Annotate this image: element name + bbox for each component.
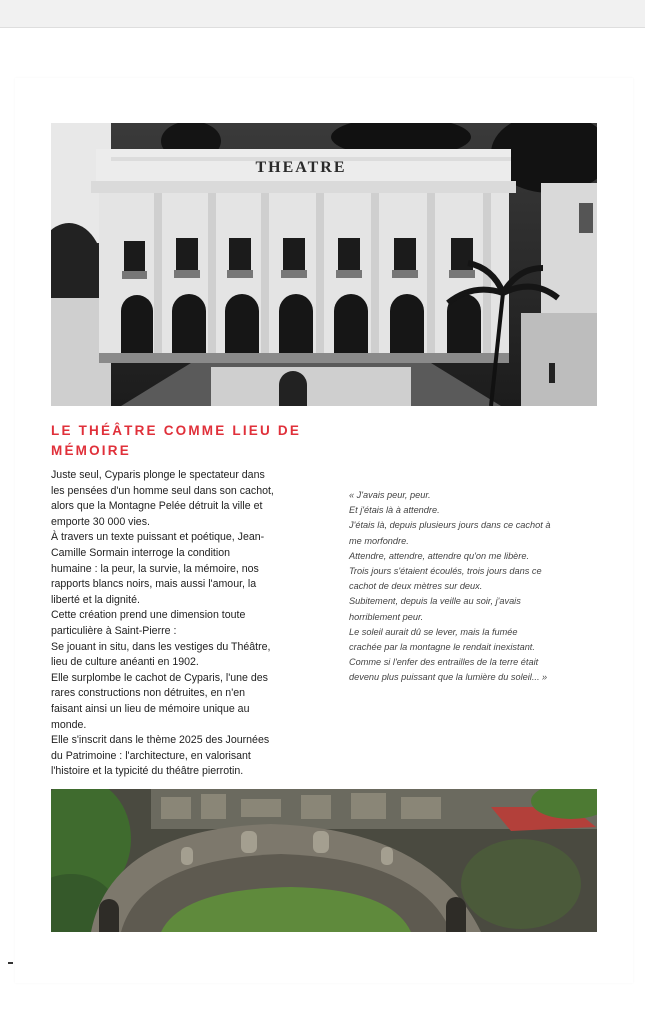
body-line: particulière à Saint-Pierre : — [51, 624, 177, 637]
theatre-facade-photo — [51, 123, 597, 406]
quote-line: Le soleil aurait dû se lever, mais la fumée — [349, 626, 518, 637]
browser-top-bar — [0, 0, 645, 28]
quote-line: crachée par la montagne le rendait inexistant. — [349, 642, 535, 653]
theatre-ruins-photo — [51, 789, 597, 932]
quote-line: Comme si l'enfer des entrailles de la terre était — [349, 657, 539, 668]
body-line: rares constructions non détruites, en n'en — [51, 687, 245, 700]
quote-line: « J'avais peur, peur. — [349, 490, 431, 500]
body-line: les pensées d'un homme seul dans son cachot, — [51, 484, 274, 497]
body-line: humaine : la peur, la survie, la mémoire, nos — [51, 562, 259, 575]
quote-line: Subitement, depuis la veille au soir, j'avais — [349, 596, 521, 607]
body-line: liberté et la dignité. — [51, 593, 140, 606]
body-text — [51, 468, 313, 780]
quote-line: Attendre, attendre, attendre qu'on me libère. — [349, 550, 530, 561]
body-line: Juste seul, Cyparis plonge le spectateur dans — [51, 469, 265, 481]
quote-line: J'étais là, depuis plusieurs jours dans ce cachot à — [349, 520, 551, 531]
body-line: l'histoire et la typicité du théâtre pierrotin. — [51, 765, 244, 778]
body-line: À travers un texte puissant et poétique, Jean- — [51, 531, 265, 544]
heading-line-1: LE THÉÂTRE COMME LIEU DE — [51, 423, 302, 438]
quote-line: Trois jours s'étaient écoulés, trois jours dans ce — [349, 566, 542, 577]
section-heading — [51, 421, 331, 461]
body-line: Cette création prend une dimension toute — [51, 609, 246, 622]
body-line: du Patrimoine : l'architecture, en valorisant — [51, 749, 251, 762]
quote-line: me morfondre. — [349, 535, 409, 546]
quote-line: devenu plus puissant que la lumière du soleil... » — [349, 672, 548, 683]
body-line: lieu de culture anéanti en 1902. — [51, 656, 199, 669]
quote-line: Et j'étais là à attendre. — [349, 505, 440, 516]
body-line: rapports blancs noirs, mais aussi l'amour, la — [51, 578, 257, 591]
theatre-sign: THEATRE — [255, 159, 347, 176]
quote-line: cachot de deux mètres sur deux. — [349, 581, 483, 592]
body-line: emporte 30 000 vies. — [51, 515, 150, 528]
body-line: monde. — [51, 718, 87, 731]
body-line: Elle surplombe le cachot de Cyparis, l'une des — [51, 671, 268, 684]
body-line: Camille Sormain interroge la condition — [51, 546, 231, 559]
quote-block — [349, 488, 607, 686]
body-line: Se jouant in situ, dans les vestiges du Théâtre, — [51, 640, 271, 653]
body-line: alors que la Montagne Pelée détruit la ville et — [51, 500, 263, 513]
page-mark — [8, 962, 13, 964]
quote-line: horriblement peur. — [349, 611, 424, 622]
heading-line-2: MÉMOIRE — [51, 443, 131, 458]
body-line: faisant ainsi un lieu de mémoire unique au — [51, 702, 250, 715]
body-line: Elle s'inscrit dans le thème 2025 des Journées — [51, 734, 270, 747]
